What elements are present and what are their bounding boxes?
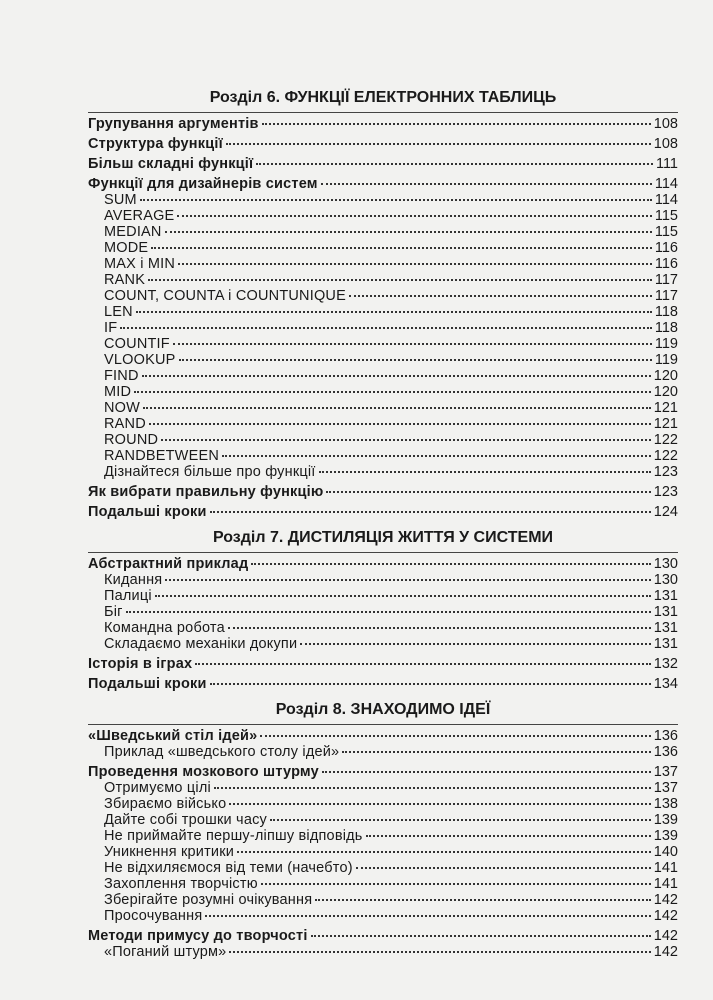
dot-leader <box>165 579 650 581</box>
entry-title: Подальші кроки <box>88 676 207 692</box>
toc-entry <box>88 504 678 520</box>
dot-leader <box>165 231 652 233</box>
dot-leader <box>229 803 650 805</box>
toc-entry <box>88 136 678 152</box>
page-number: 141 <box>653 876 678 892</box>
toc-section <box>88 88 678 520</box>
toc-entry <box>88 484 678 500</box>
page-number: 120 <box>653 368 678 384</box>
dot-leader <box>326 491 650 493</box>
toc-subentry <box>88 240 678 256</box>
dot-leader <box>262 123 651 125</box>
dot-leader <box>322 771 651 773</box>
entry-title: IF <box>104 320 118 336</box>
toc-subentry <box>88 876 678 892</box>
dot-leader <box>222 455 651 457</box>
toc-subentry <box>88 636 678 652</box>
page-number: 114 <box>654 176 678 192</box>
page-number: 130 <box>653 572 678 588</box>
toc-entry <box>88 156 678 172</box>
dot-leader <box>226 143 651 145</box>
dot-leader <box>179 359 652 361</box>
entry-title: COUNT, COUNTA і COUNTUNIQUE <box>104 288 346 304</box>
dot-leader <box>173 343 652 345</box>
dot-leader <box>210 511 651 513</box>
entry-title: LEN <box>104 304 133 320</box>
toc-subentry <box>88 352 678 368</box>
page-number: 117 <box>654 272 678 288</box>
page-number: 122 <box>653 432 678 448</box>
page-number: 138 <box>653 796 678 812</box>
entry-title: Абстрактний приклад <box>88 556 249 572</box>
page-number: 130 <box>653 556 678 572</box>
page-number: 136 <box>653 728 678 744</box>
dot-leader <box>349 295 652 297</box>
page-number: 139 <box>653 812 678 828</box>
entry-title: Зберігайте розумні очікування <box>104 892 313 908</box>
page-number: 119 <box>654 352 678 368</box>
page-number: 139 <box>653 828 678 844</box>
page-number: 111 <box>655 156 678 172</box>
dot-leader <box>366 835 651 837</box>
page-number: 124 <box>653 504 678 520</box>
entry-title: Методи примусу до творчості <box>88 928 308 944</box>
dot-leader <box>155 595 651 597</box>
entry-title: Уникнення критики <box>104 844 235 860</box>
page-number: 142 <box>653 908 678 924</box>
entry-title: NOW <box>104 400 141 416</box>
page-number: 123 <box>653 484 678 500</box>
page-number: 131 <box>653 620 678 636</box>
dot-leader <box>237 851 651 853</box>
toc-subentry <box>88 464 678 480</box>
entry-title: Проведення мозкового штурму <box>88 764 319 780</box>
page-number: 117 <box>654 288 678 304</box>
entry-title: Подальші кроки <box>88 504 207 520</box>
toc-subentry <box>88 256 678 272</box>
dot-leader <box>210 683 651 685</box>
toc-subentry <box>88 208 678 224</box>
dot-leader <box>148 279 652 281</box>
toc-subentry <box>88 192 678 208</box>
toc-subentry <box>88 604 678 620</box>
entry-title: MID <box>104 384 132 400</box>
section-title: Розділ 7. ДИСТИЛЯЦІЯ ЖИТТЯ У СИСТЕМИ <box>88 528 678 553</box>
page-number: 118 <box>654 320 678 336</box>
page-number: 140 <box>653 844 678 860</box>
entry-title: RANK <box>104 272 146 288</box>
dot-leader <box>177 215 651 217</box>
toc-entry <box>88 176 678 192</box>
toc-subentry <box>88 304 678 320</box>
toc-subentry <box>88 892 678 908</box>
toc-section <box>88 700 678 960</box>
dot-leader <box>151 247 652 249</box>
page-number: 134 <box>653 676 678 692</box>
page-number: 142 <box>653 892 678 908</box>
toc-entry <box>88 656 678 672</box>
toc-section <box>88 528 678 692</box>
entry-title: Як вибрати правильну функцію <box>88 484 324 500</box>
toc-subentry <box>88 448 678 464</box>
entry-title: VLOOKUP <box>104 352 176 368</box>
toc-subentry <box>88 860 678 876</box>
entry-title: Групування аргументів <box>88 116 259 132</box>
entry-title: Просочування <box>104 908 203 924</box>
toc-subentry <box>88 844 678 860</box>
dot-leader <box>120 327 652 329</box>
section-title: Розділ 6. ФУНКЦІЇ ЕЛЕКТРОННИХ ТАБЛИЦЬ <box>88 88 678 113</box>
page-number: 118 <box>654 304 678 320</box>
entry-title: Більш складні функції <box>88 156 254 172</box>
page-number: 142 <box>653 944 678 960</box>
dot-leader <box>300 643 651 645</box>
toc-subentry <box>88 320 678 336</box>
entry-title: Збираємо військо <box>104 796 227 812</box>
toc-entry <box>88 928 678 944</box>
toc-entry <box>88 676 678 692</box>
entry-title: Не приймайте першу-ліпшу відповідь <box>104 828 363 844</box>
page-number: 136 <box>653 744 678 760</box>
toc-subentry <box>88 384 678 400</box>
toc-subentry <box>88 572 678 588</box>
dot-leader <box>260 735 650 737</box>
page-number: 121 <box>653 400 678 416</box>
entry-title: «Шведський стіл ідей» <box>88 728 258 744</box>
page-number: 119 <box>654 336 678 352</box>
page-number: 137 <box>653 764 678 780</box>
section-title: Розділ 8. ЗНАХОДИМО ІДЕЇ <box>88 700 678 725</box>
toc-subentry <box>88 224 678 240</box>
page-number: 131 <box>653 636 678 652</box>
entry-title: Кидання <box>104 572 163 588</box>
page-number: 116 <box>654 240 678 256</box>
page-number: 131 <box>653 588 678 604</box>
page-number: 142 <box>653 928 678 944</box>
entry-title: «Поганий штурм» <box>104 944 227 960</box>
dot-leader <box>319 471 651 473</box>
entry-title: MODE <box>104 240 149 256</box>
page-number: 141 <box>653 860 678 876</box>
toc-subentry <box>88 272 678 288</box>
entry-title: Отримуємо цілі <box>104 780 211 796</box>
dot-leader <box>214 787 651 789</box>
toc-subentry <box>88 812 678 828</box>
toc-entry <box>88 764 678 780</box>
entry-title: FIND <box>104 368 139 384</box>
dot-leader <box>134 391 651 393</box>
entry-title: Захоплення творчістю <box>104 876 258 892</box>
dot-leader <box>136 311 652 313</box>
entry-title: Дізнайтеся більше про функції <box>104 464 316 480</box>
page-number: 121 <box>653 416 678 432</box>
entry-title: ROUND <box>104 432 159 448</box>
entry-title: Не відхиляємося від теми (начебто) <box>104 860 353 876</box>
dot-leader <box>315 899 651 901</box>
toc-subentry <box>88 288 678 304</box>
entry-title: Дайте собі трошки часу <box>104 812 267 828</box>
toc-subentry <box>88 828 678 844</box>
toc-subentry <box>88 588 678 604</box>
toc-subentry <box>88 336 678 352</box>
dot-leader <box>270 819 651 821</box>
entry-title: RANDBETWEEN <box>104 448 219 464</box>
dot-leader <box>178 263 652 265</box>
dot-leader <box>143 407 651 409</box>
page-number: 115 <box>654 224 678 240</box>
dot-leader <box>142 375 651 377</box>
dot-leader <box>321 183 652 185</box>
page-number: 115 <box>654 208 678 224</box>
dot-leader <box>228 627 651 629</box>
entry-title: MEDIAN <box>104 224 162 240</box>
toc-entry <box>88 728 678 744</box>
entry-title: COUNTIF <box>104 336 170 352</box>
page-number: 120 <box>653 384 678 400</box>
toc-entry <box>88 556 678 572</box>
dot-leader <box>161 439 651 441</box>
entry-title: RAND <box>104 416 146 432</box>
toc-subentry <box>88 908 678 924</box>
dot-leader <box>261 883 651 885</box>
page-number: 137 <box>653 780 678 796</box>
entry-title: Приклад «шведського столу ідей» <box>104 744 340 760</box>
page-number: 114 <box>654 192 678 208</box>
page-number: 108 <box>653 136 678 152</box>
dot-leader <box>251 563 650 565</box>
page-number: 116 <box>654 256 678 272</box>
entry-title: MAX і MIN <box>104 256 176 272</box>
entry-title: Складаємо механіки докупи <box>104 636 298 652</box>
toc-subentry <box>88 744 678 760</box>
page-number: 123 <box>653 464 678 480</box>
toc-subentry <box>88 796 678 812</box>
dot-leader <box>311 935 651 937</box>
toc-subentry <box>88 416 678 432</box>
entry-title: Історія в іграх <box>88 656 193 672</box>
toc-subentry <box>88 368 678 384</box>
toc-subentry <box>88 944 678 960</box>
entry-title: Палиці <box>104 588 152 604</box>
page-number: 131 <box>653 604 678 620</box>
dot-leader <box>342 751 650 753</box>
entry-title: SUM <box>104 192 137 208</box>
dot-leader <box>140 199 652 201</box>
toc-subentry <box>88 620 678 636</box>
page-number: 122 <box>653 448 678 464</box>
toc-subentry <box>88 400 678 416</box>
dot-leader <box>256 163 653 165</box>
dot-leader <box>126 611 651 613</box>
toc-entry <box>88 116 678 132</box>
dot-leader <box>356 867 651 869</box>
table-of-contents <box>88 88 678 968</box>
dot-leader <box>149 423 651 425</box>
page-number: 132 <box>653 656 678 672</box>
entry-title: Функції для дизайнерів систем <box>88 176 318 192</box>
entry-title: Командна робота <box>104 620 225 636</box>
entry-title: Структура функції <box>88 136 223 152</box>
dot-leader <box>205 915 650 917</box>
dot-leader <box>195 663 651 665</box>
toc-subentry <box>88 432 678 448</box>
entry-title: Біг <box>104 604 123 620</box>
entry-title: AVERAGE <box>104 208 175 224</box>
page-number: 108 <box>653 116 678 132</box>
dot-leader <box>229 951 650 953</box>
toc-subentry <box>88 780 678 796</box>
